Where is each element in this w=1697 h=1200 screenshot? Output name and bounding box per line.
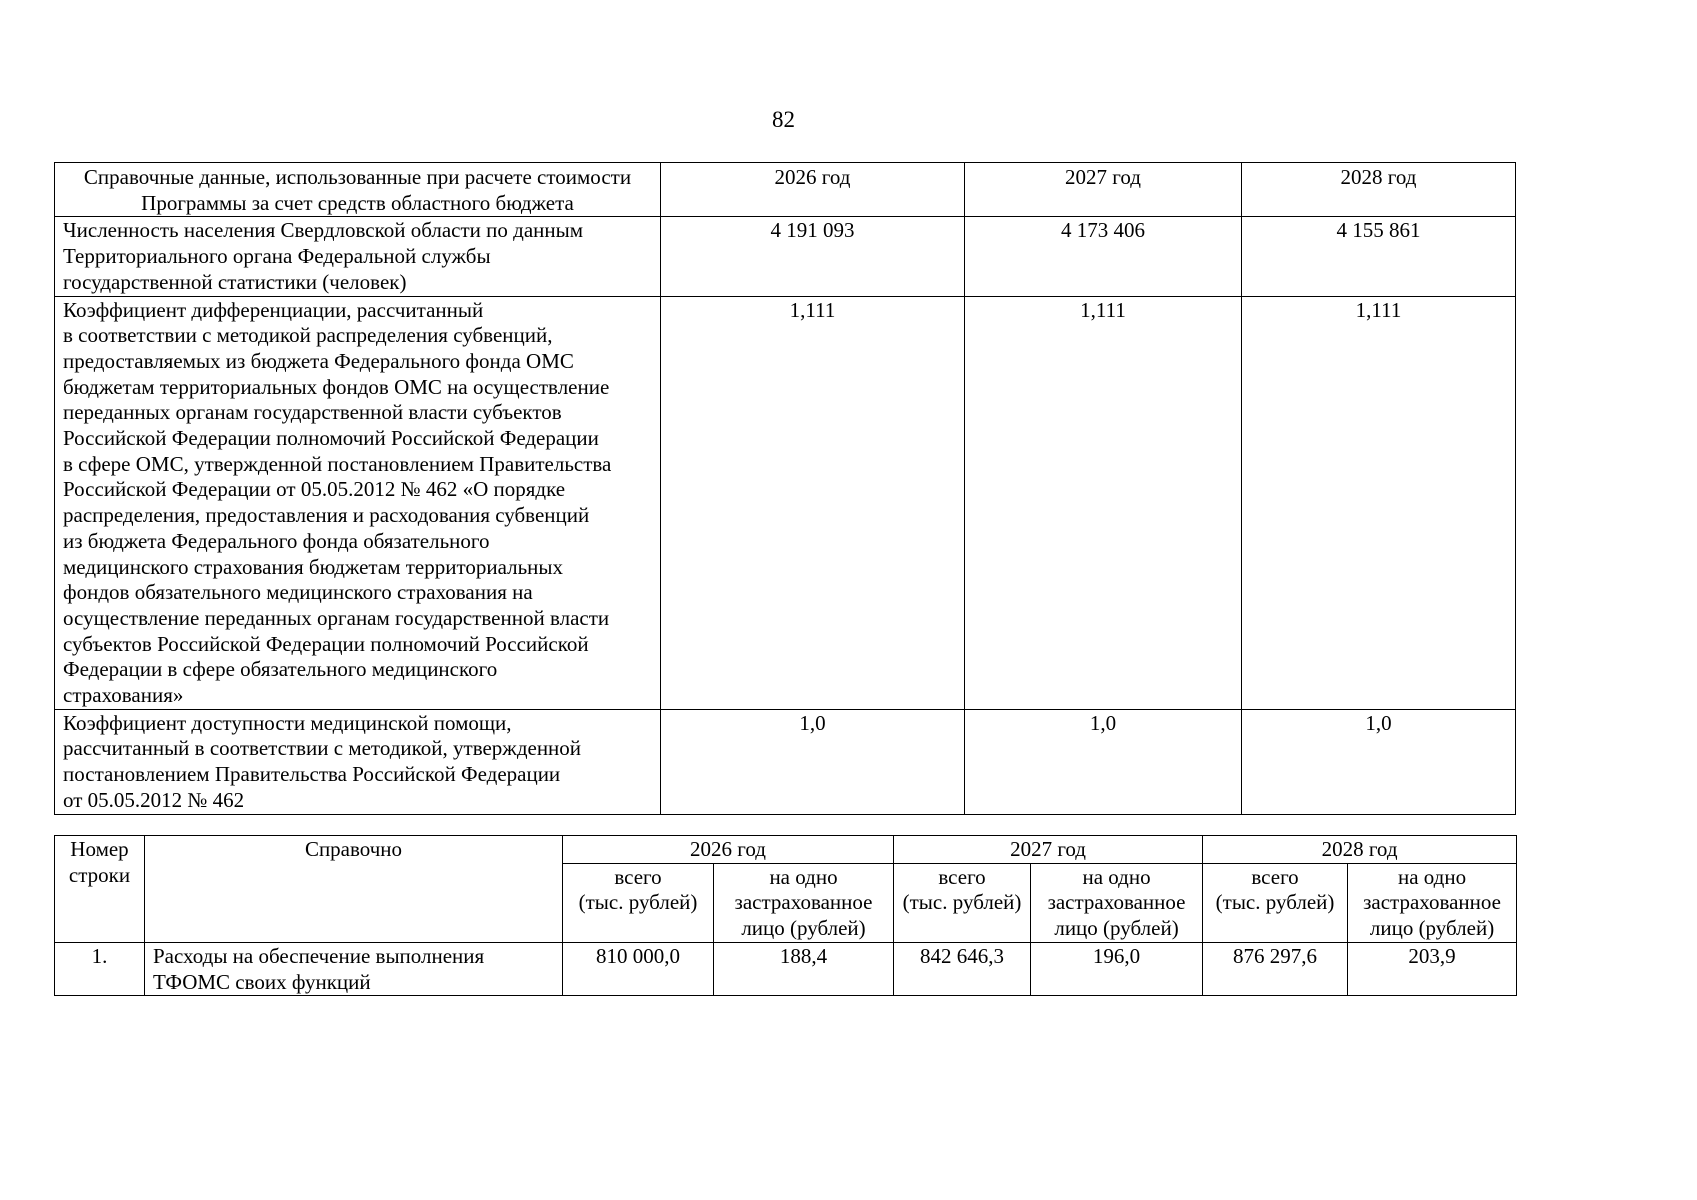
- expense-year-2026: 2026 год: [563, 836, 894, 864]
- differentiation-coefficient-2026: 1,111: [661, 296, 965, 709]
- total-2027-cell: 842 646,3: [894, 942, 1031, 995]
- total-header-2026: всего (тыс. рублей): [563, 863, 714, 942]
- population-2027: 4 173 406: [965, 217, 1242, 296]
- total-2028-cell: 876 297,6: [1203, 942, 1348, 995]
- per-person-header-2028: на одно застрахованное лицо (рублей): [1348, 863, 1517, 942]
- reference-data-table: [54, 162, 1516, 815]
- reference-table-year-2026: 2026 год: [661, 163, 965, 217]
- reference-table-year-2028: 2028 год: [1242, 163, 1516, 217]
- total-header-2027: всего (тыс. рублей): [894, 863, 1031, 942]
- reference-header: Справочно: [145, 836, 563, 943]
- expense-table-header-row: [55, 836, 1517, 864]
- total-header-2028: всего (тыс. рублей): [1203, 863, 1348, 942]
- reference-table-year-2027: 2027 год: [965, 163, 1242, 217]
- accessibility-coefficient-2027: 1,0: [965, 709, 1242, 814]
- accessibility-coefficient-label: Коэффициент доступности медицинской помощи, рассчитанный в соответствии с методикой, утвержденной постановлением Правительства Российской Федерации от 05.05.2012 № 462: [55, 709, 661, 814]
- per-person-2026-cell: 188,4: [714, 942, 894, 995]
- table-row: [55, 217, 1516, 296]
- differentiation-coefficient-label: Коэффициент дифференциации, рассчитанный в соответствии с методикой распределения субвенций, предоставляемых из бюджета Федерального фонда ОМС бюджетам территориальных фондов ОМС на осуществление переданных органам государственной власти субъектов Российской Федерации полномочий Российской Федерации в сфере ОМС, утвержденной постановлением Правительства Российской Федерации от 05.05.2012 № 462 «О порядке распределения, предоставления и расходования субвенций из бюджета Федерального фонда обязательного медицинского страхования бюджетам территориальных фондов обязательного медицинского страхования на осуществление переданных органам государственной власти субъектов Российской Федерации полномочий Российской Федерации в сфере обязательного медицинского страхования»: [55, 296, 661, 709]
- differentiation-coefficient-2027: 1,111: [965, 296, 1242, 709]
- row-number-header: Номер строки: [55, 836, 145, 943]
- per-person-header-2026: на одно застрахованное лицо (рублей): [714, 863, 894, 942]
- per-person-header-2027: на одно застрахованное лицо (рублей): [1031, 863, 1203, 942]
- table-row: [55, 709, 1516, 814]
- accessibility-coefficient-2026: 1,0: [661, 709, 965, 814]
- differentiation-coefficient-2028: 1,111: [1242, 296, 1516, 709]
- population-2026: 4 191 093: [661, 217, 965, 296]
- per-person-2027-cell: 196,0: [1031, 942, 1203, 995]
- reference-table-header-row: [55, 163, 1516, 217]
- expense-year-2028: 2028 год: [1203, 836, 1517, 864]
- table-row: [55, 942, 1517, 995]
- accessibility-coefficient-2028: 1,0: [1242, 709, 1516, 814]
- expense-description-cell: Расходы на обеспечение выполнения ТФОМС своих функций: [145, 942, 563, 995]
- table-row: [55, 296, 1516, 709]
- row-number-cell: 1.: [55, 942, 145, 995]
- population-2028: 4 155 861: [1242, 217, 1516, 296]
- page-number: 82: [772, 107, 795, 132]
- expense-table: [54, 835, 1517, 996]
- total-2026-cell: 810 000,0: [563, 942, 714, 995]
- reference-table-header-label: Справочные данные, использованные при расчете стоимости Программы за счет средств областного бюджета: [55, 163, 661, 217]
- per-person-2028-cell: 203,9: [1348, 942, 1517, 995]
- expense-year-2027: 2027 год: [894, 836, 1203, 864]
- population-label: Численность населения Свердловской области по данным Территориального органа Федеральной службы государственной статистики (человек): [55, 217, 661, 296]
